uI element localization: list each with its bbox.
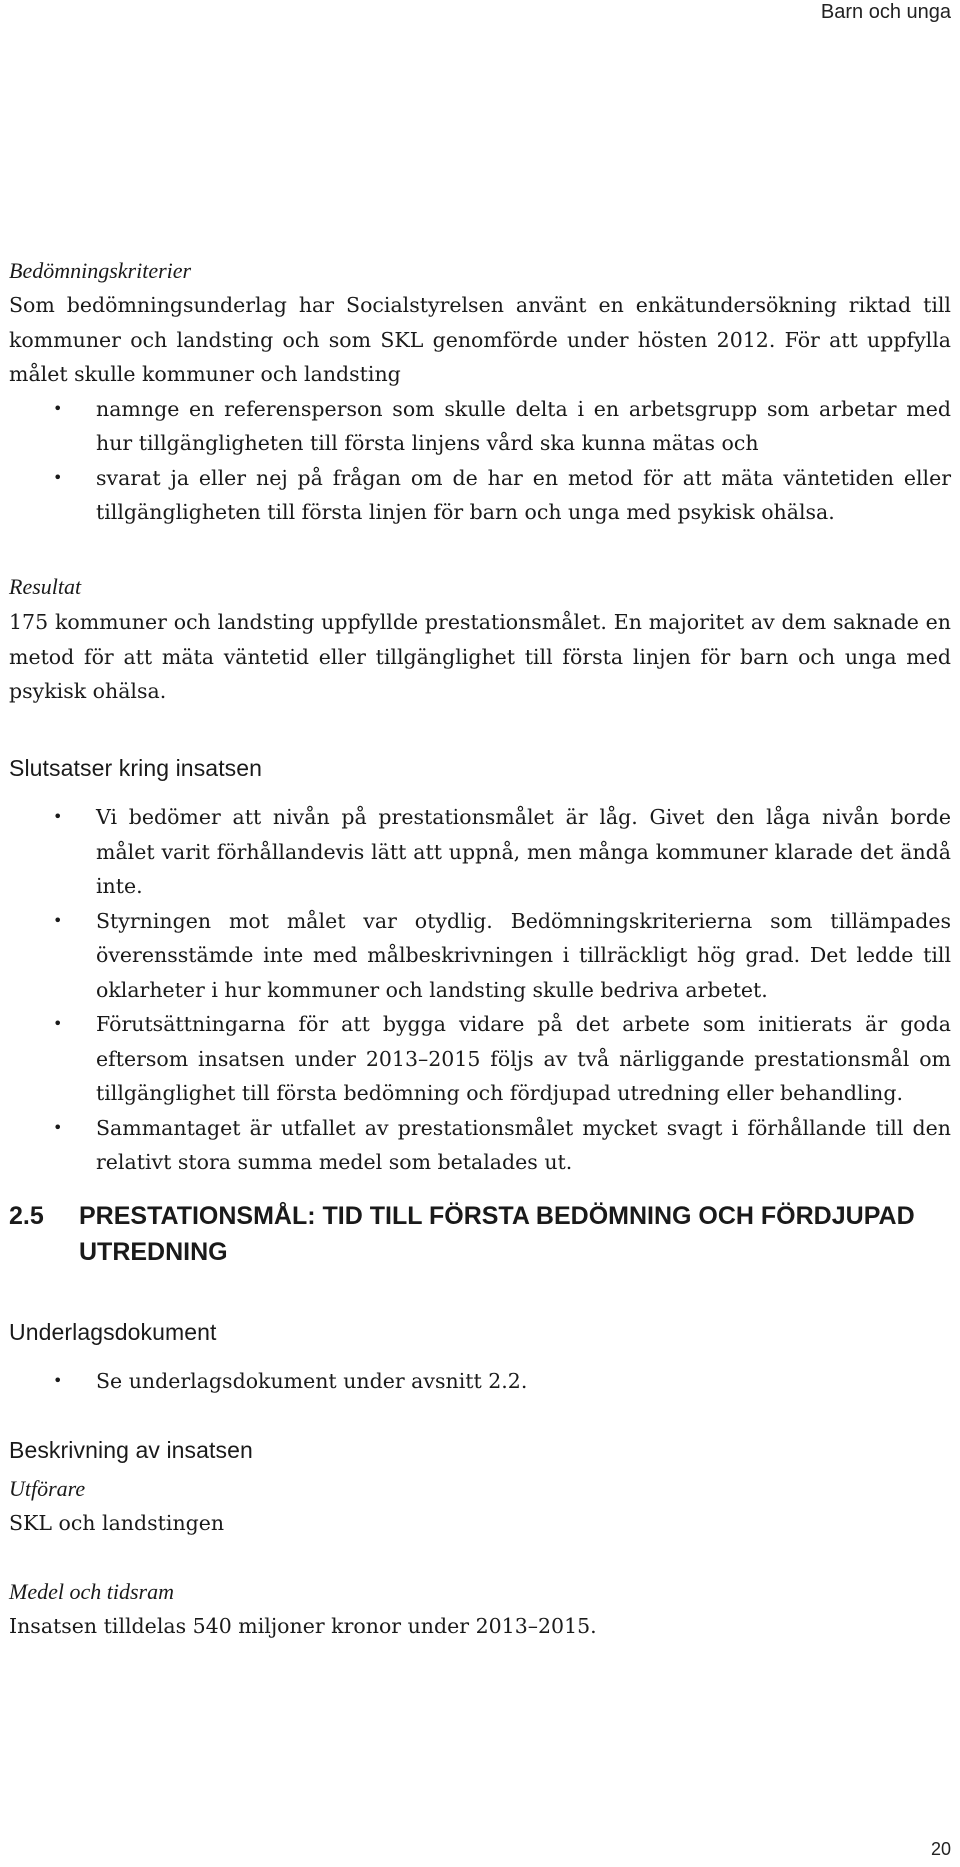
documents-bullet-list <box>9 1364 951 1399</box>
description-section <box>9 1436 951 1643</box>
bullet-icon <box>53 1111 62 1146</box>
result-label: Resultat <box>9 574 82 599</box>
documents-bullet-text: Se underlagsdokument under avsnitt 2.2. <box>96 1369 528 1393</box>
bullet-icon <box>53 1364 62 1399</box>
result-text: 175 kommuner och landsting uppfyllde prestationsmålet. En majoritet av dem saknade en metod för att mäta väntetid eller tillgänglighet till första linjen för barn och unga med psykisk ohälsa. <box>9 610 951 703</box>
conclusions-bullet-list <box>9 800 951 1180</box>
description-heading: Beskrivning av insatsen <box>9 1437 253 1463</box>
assessment-bullet-list <box>9 392 951 530</box>
bullet-icon <box>53 392 62 427</box>
list-item <box>9 1007 951 1111</box>
funds-value: Insatsen tilldelas 540 miljoner kronor under 2013–2015. <box>9 1613 597 1638</box>
documents-heading: Underlagsdokument <box>9 1319 217 1345</box>
conclusion-bullet-text: Sammantaget är utfallet av prestationsmålet mycket svagt i förhållande till den relativt stora summa medel som betalades ut. <box>96 1115 951 1174</box>
section-title: PRESTATIONSMÅL: TID TILL FÖRSTA BEDÖMNING OCH FÖRDJUPAD UTREDNING <box>79 1202 915 1266</box>
assessment-bullet-text: svarat ja eller nej på frågan om de har en metod för att mäta väntetiden eller tillgängligheten till första linjen för barn och unga med psykisk ohälsa. <box>96 465 951 524</box>
assessment-label: Bedömningskriterier <box>9 258 192 283</box>
funds-label: Medel och tidsram <box>9 1578 174 1604</box>
list-item <box>9 461 951 530</box>
conclusion-bullet-text: Vi bedömer att nivån på prestationsmålet är låg. Givet den låga nivån borde målet varit förhållandevis lätt att uppnå, men många kommuner klarade det ändå inte. <box>96 805 951 898</box>
documents-section <box>9 1318 951 1399</box>
bullet-icon <box>53 1007 62 1042</box>
bullet-icon <box>53 800 62 835</box>
list-item <box>9 1364 951 1399</box>
section-number: 2.5 <box>9 1202 44 1230</box>
list-item <box>9 392 951 461</box>
conclusions-section <box>9 754 951 1180</box>
list-item <box>9 1111 951 1180</box>
performer-label: Utförare <box>9 1476 86 1501</box>
running-header: Barn och unga <box>820 1 951 23</box>
conclusion-bullet-text: Styrningen mot målet var otydlig. Bedömningskriterierna som tillämpades överensstämde inte med målbeskrivningen i tillräckligt hög grad. Det ledde till oklarheter i hur kommuner och landsting skulle bedriva arbetet. <box>96 908 951 1002</box>
bullet-icon <box>53 904 62 939</box>
conclusions-heading: Slutsatser kring insatsen <box>9 755 263 781</box>
bullet-icon <box>53 461 62 496</box>
page-number: 20 <box>930 1839 951 1859</box>
section-2-5 <box>9 1198 951 1270</box>
assessment-bullet-text: namnge en referensperson som skulle delta i en arbetsgrupp som arbetar med hur tillgängligheten till första linjens vård ska kunna mätas och <box>96 396 951 455</box>
assessment-intro: Som bedömningsunderlag har Socialstyrelsen använt en enkätundersökning riktad till kommuner och landsting och som SKL genomförde under hösten 2012. För att uppfylla målet skulle kommuner och landsting <box>9 293 951 386</box>
result-section <box>9 570 951 709</box>
list-item <box>9 800 951 904</box>
assessment-section <box>9 254 951 530</box>
section-heading <box>9 1198 951 1270</box>
conclusion-bullet-text: Förutsättningarna för att bygga vidare på det arbete som initierats är goda eftersom insatsen under 2013–2015 följs av två närliggande prestationsmål om tillgänglighet till första bedömning och fördjupad utredning eller behandling. <box>96 1012 951 1105</box>
performer-value: SKL och landstingen <box>9 1511 225 1535</box>
list-item <box>9 904 951 1008</box>
